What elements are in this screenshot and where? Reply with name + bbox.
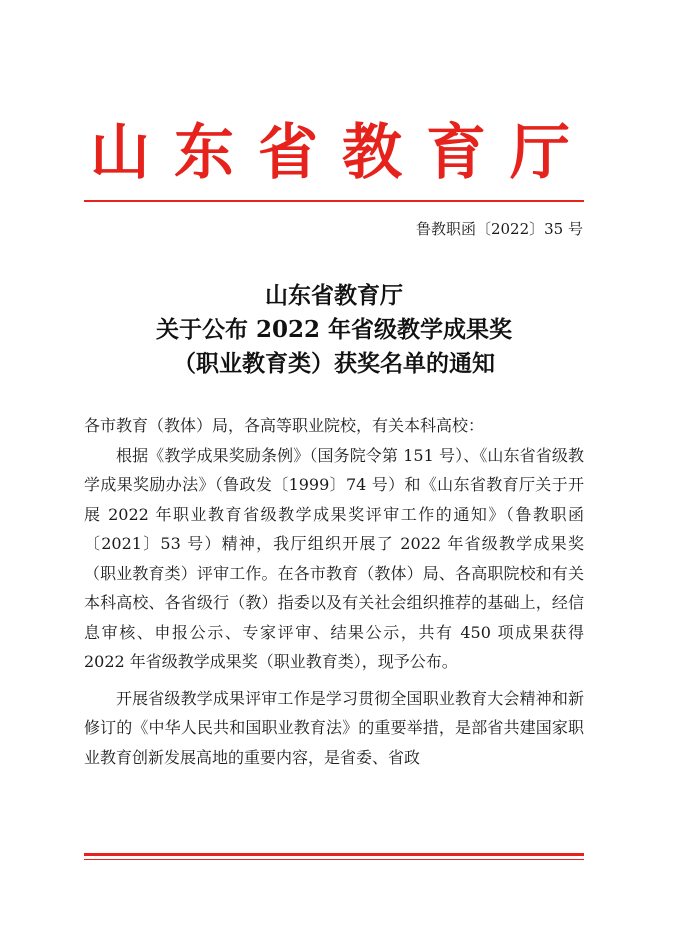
masthead-title: 山东省教育厅 bbox=[90, 118, 594, 188]
body-paragraph-1: 根据《教学成果奖励条例》（国务院令第 151 号）、《山东省省级教学成果奖励办法》（鲁政发〔1999〕74 号）和《山东省教育厅关于开展 2022 年职业教育省级教学成果奖评审工作的通知》（鲁教职函〔2021〕53 号）精神，我厅组织开展了 2022 年省级教学成果奖（职业教育类）评审工作。在各市教育（教体）局、各高职院校和有关本科高校、各省级行（教）指委以及有关社会组织推荐的基础上，经信息审核、申报公示、专家评审、结果公示，共有 450 项成果获得 2022 年省级教学成果奖（职业教育类），现予公布。 bbox=[84, 445, 584, 671]
red-divider-bottom-thin bbox=[84, 859, 584, 860]
red-divider-bottom-thick bbox=[84, 853, 584, 856]
notice-title bbox=[84, 279, 584, 381]
document-number: 鲁教职函〔2022〕35 号 bbox=[415, 220, 583, 238]
title-line-2: 关于公布 2022 年省级教学成果奖 bbox=[155, 316, 513, 343]
notice-body bbox=[84, 411, 584, 772]
title-line-3: （职业教育类）获奖名单的通知 bbox=[173, 350, 495, 377]
body-paragraph-2: 开展省级教学成果评审工作是学习贯彻全国职业教育大会精神和新修订的《中华人民共和国职业教育法》的重要举措，是部省共建国家职业教育创新发展高地的重要内容，是省委、省政 bbox=[84, 688, 584, 767]
title-line-1: 山东省教育厅 bbox=[265, 282, 403, 309]
red-divider-top bbox=[84, 200, 584, 202]
salutation: 各市教育（教体）局，各高等职业院校，有关本科高校： bbox=[84, 416, 485, 435]
